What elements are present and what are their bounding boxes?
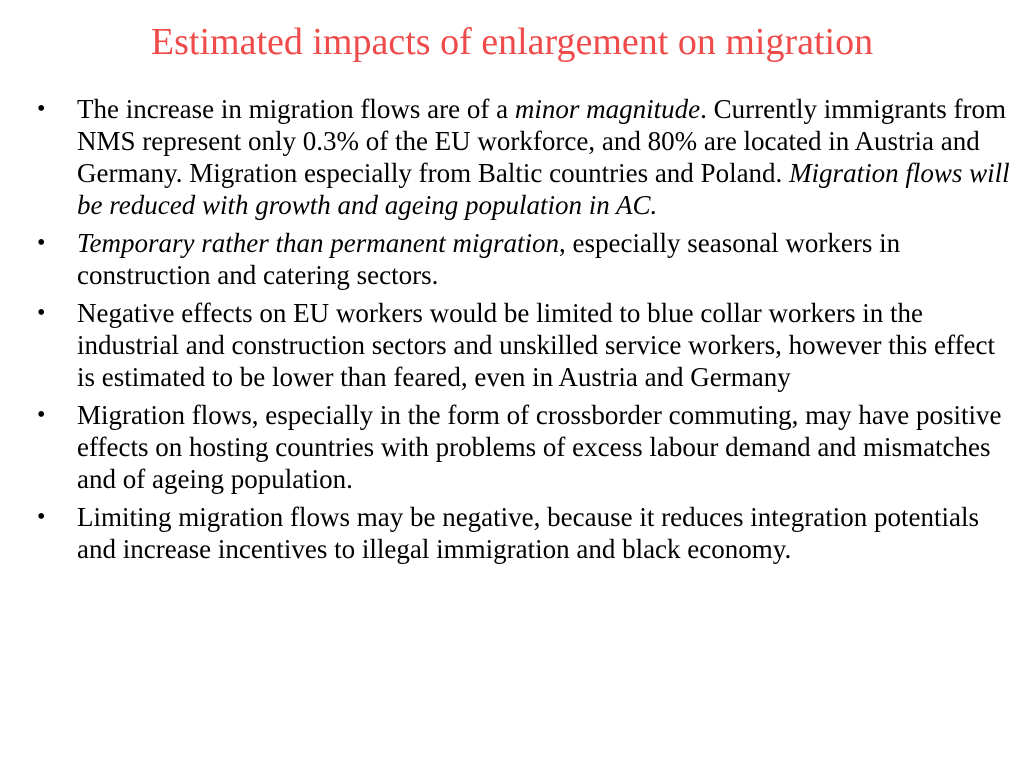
bullet-text-segment-italic: Temporary rather than permanent migration <box>77 228 560 258</box>
bullet-text-segment: Limiting migration flows may be negative, because it reduces integration potentials and increase incentives to illegal immigration and black economy. <box>77 502 979 564</box>
bullet-icon: • <box>37 300 46 326</box>
bullet-icon: • <box>37 96 46 122</box>
bullet-text-segment: The increase in migration flows are of a <box>77 94 515 124</box>
bullet-text-segment-italic: Migration flows will be reduced with growth and ageing population in AC. <box>77 158 1010 220</box>
bullet-item-1 <box>0 93 1024 221</box>
bullet-text-segment: Migration flows, especially in the form of crossborder commuting, may have positive effects on hosting countries with problems of excess labour demand and mismatches and of ageing population. <box>77 400 1002 494</box>
bullet-icon: • <box>37 402 46 428</box>
bullet-text-segment: . Currently immigrants from NMS represent only 0.3% of the EU workforce, and 80% are located in Austria and Germany. Migration especially from Baltic countries and Poland. <box>77 94 1007 188</box>
bullet-text-segment-italic: minor magnitude <box>514 94 701 124</box>
bullet-icon: • <box>37 504 46 530</box>
bullet-text-segment: Negative effects on EU workers would be limited to blue collar workers in the industrial and construction sectors and unskilled service workers, however this effect is estimated to be lower than feared, even in Austria and Germany <box>77 298 995 392</box>
bullet-item-2 <box>0 227 1024 291</box>
bullet-icon: • <box>37 230 46 256</box>
slide-title: Estimated impacts of enlargement on migration <box>150 21 874 63</box>
bullet-item-3 <box>0 297 1024 393</box>
bullet-list <box>0 93 1024 571</box>
bullet-item-4 <box>0 399 1024 495</box>
bullet-text-segment: , especially seasonal workers in construction and catering sectors. <box>77 228 901 290</box>
bullet-item-5 <box>0 501 1024 565</box>
